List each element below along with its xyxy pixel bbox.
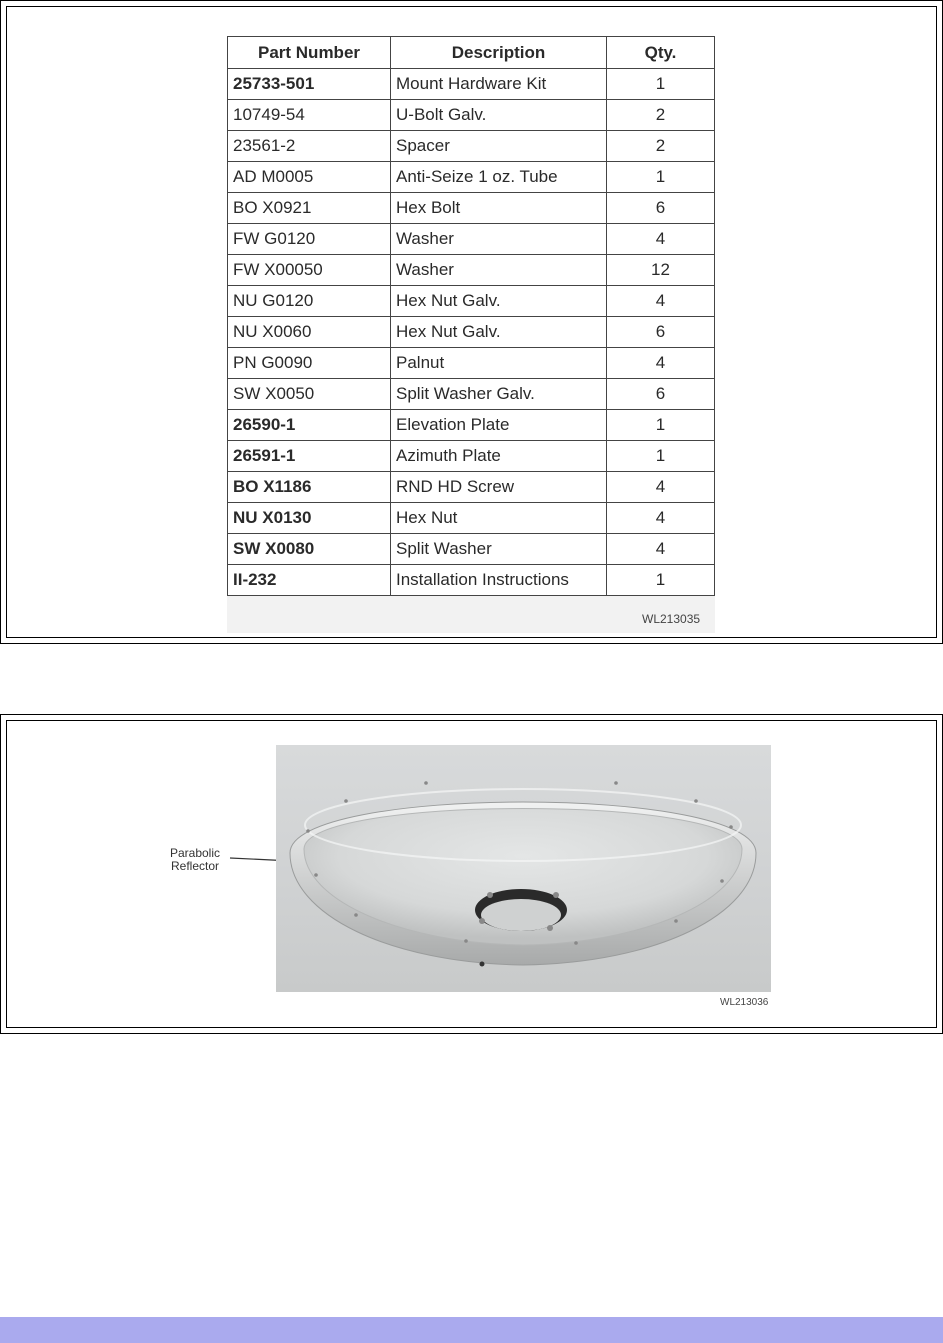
qty-cell: 1: [607, 565, 715, 596]
table-row: [228, 379, 715, 410]
parabolic-reflector-image: [276, 745, 771, 992]
description-cell: Elevation Plate: [391, 410, 607, 441]
table-row: [228, 534, 715, 565]
description-cell: U-Bolt Galv.: [391, 100, 607, 131]
header-qty: Qty.: [607, 37, 715, 69]
part-number-cell: NU X0060: [228, 317, 391, 348]
qty-cell: 2: [607, 100, 715, 131]
table-row: [228, 224, 715, 255]
qty-cell: 4: [607, 534, 715, 565]
part-number-cell: FW G0120: [228, 224, 391, 255]
part-number-cell: SW X0080: [228, 534, 391, 565]
table-row: [228, 193, 715, 224]
reflector-figure-id: WL213036: [720, 997, 769, 1008]
reflector-callout-label: [160, 847, 230, 873]
qty-cell: 6: [607, 379, 715, 410]
header-description: Description: [391, 37, 607, 69]
description-cell: Washer: [391, 224, 607, 255]
part-number-cell: FW X00050: [228, 255, 391, 286]
description-cell: Hex Nut: [391, 503, 607, 534]
part-number-cell: BO X0921: [228, 193, 391, 224]
part-number-cell: 26591-1: [228, 441, 391, 472]
description-cell: Azimuth Plate: [391, 441, 607, 472]
description-cell: Mount Hardware Kit: [391, 69, 607, 100]
table-row: [228, 410, 715, 441]
table-row: [228, 286, 715, 317]
callout-line: Parabolic: [169, 846, 221, 860]
part-number-cell: 26590-1: [228, 410, 391, 441]
table-row: [228, 503, 715, 534]
table-row: [228, 162, 715, 193]
description-cell: Hex Bolt: [391, 193, 607, 224]
description-cell: Hex Nut Galv.: [391, 286, 607, 317]
qty-cell: 6: [607, 317, 715, 348]
table-row: [228, 565, 715, 596]
qty-cell: 2: [607, 131, 715, 162]
part-number-cell: NU X0130: [228, 503, 391, 534]
table-row: [228, 255, 715, 286]
part-number-cell: PN G0090: [228, 348, 391, 379]
part-number-cell: AD M0005: [228, 162, 391, 193]
table-row: [228, 348, 715, 379]
part-number-cell: II-232: [228, 565, 391, 596]
qty-cell: 1: [607, 410, 715, 441]
qty-cell: 4: [607, 348, 715, 379]
table-row: [228, 317, 715, 348]
qty-cell: 4: [607, 286, 715, 317]
qty-cell: 1: [607, 441, 715, 472]
header-part-number: Part Number: [228, 37, 391, 69]
description-cell: RND HD Screw: [391, 472, 607, 503]
qty-cell: 1: [607, 69, 715, 100]
part-number-cell: 25733-501: [228, 69, 391, 100]
qty-cell: 6: [607, 193, 715, 224]
part-number-cell: NU G0120: [228, 286, 391, 317]
description-cell: Spacer: [391, 131, 607, 162]
qty-cell: 4: [607, 503, 715, 534]
part-number-cell: BO X1186: [228, 472, 391, 503]
description-cell: Palnut: [391, 348, 607, 379]
part-number-cell: 10749-54: [228, 100, 391, 131]
table-row: [228, 69, 715, 100]
reflector-photo: [276, 745, 771, 992]
table-row: [228, 100, 715, 131]
table-row: [228, 131, 715, 162]
description-cell: Installation Instructions: [391, 565, 607, 596]
table-row: [228, 441, 715, 472]
table-row: [228, 472, 715, 503]
qty-cell: 1: [607, 162, 715, 193]
qty-cell: 4: [607, 224, 715, 255]
parts-table: [227, 36, 715, 596]
description-cell: Anti-Seize 1 oz. Tube: [391, 162, 607, 193]
qty-cell: 12: [607, 255, 715, 286]
description-cell: Split Washer: [391, 534, 607, 565]
qty-cell: 4: [607, 472, 715, 503]
parts-figure-id: WL213035: [642, 612, 701, 626]
footer-bar: [0, 1317, 943, 1343]
callout-line: Reflector: [170, 859, 220, 873]
part-number-cell: SW X0050: [228, 379, 391, 410]
part-number-cell: 23561-2: [228, 131, 391, 162]
description-cell: Washer: [391, 255, 607, 286]
parts-table-header-row: [228, 37, 715, 69]
description-cell: Split Washer Galv.: [391, 379, 607, 410]
description-cell: Hex Nut Galv.: [391, 317, 607, 348]
